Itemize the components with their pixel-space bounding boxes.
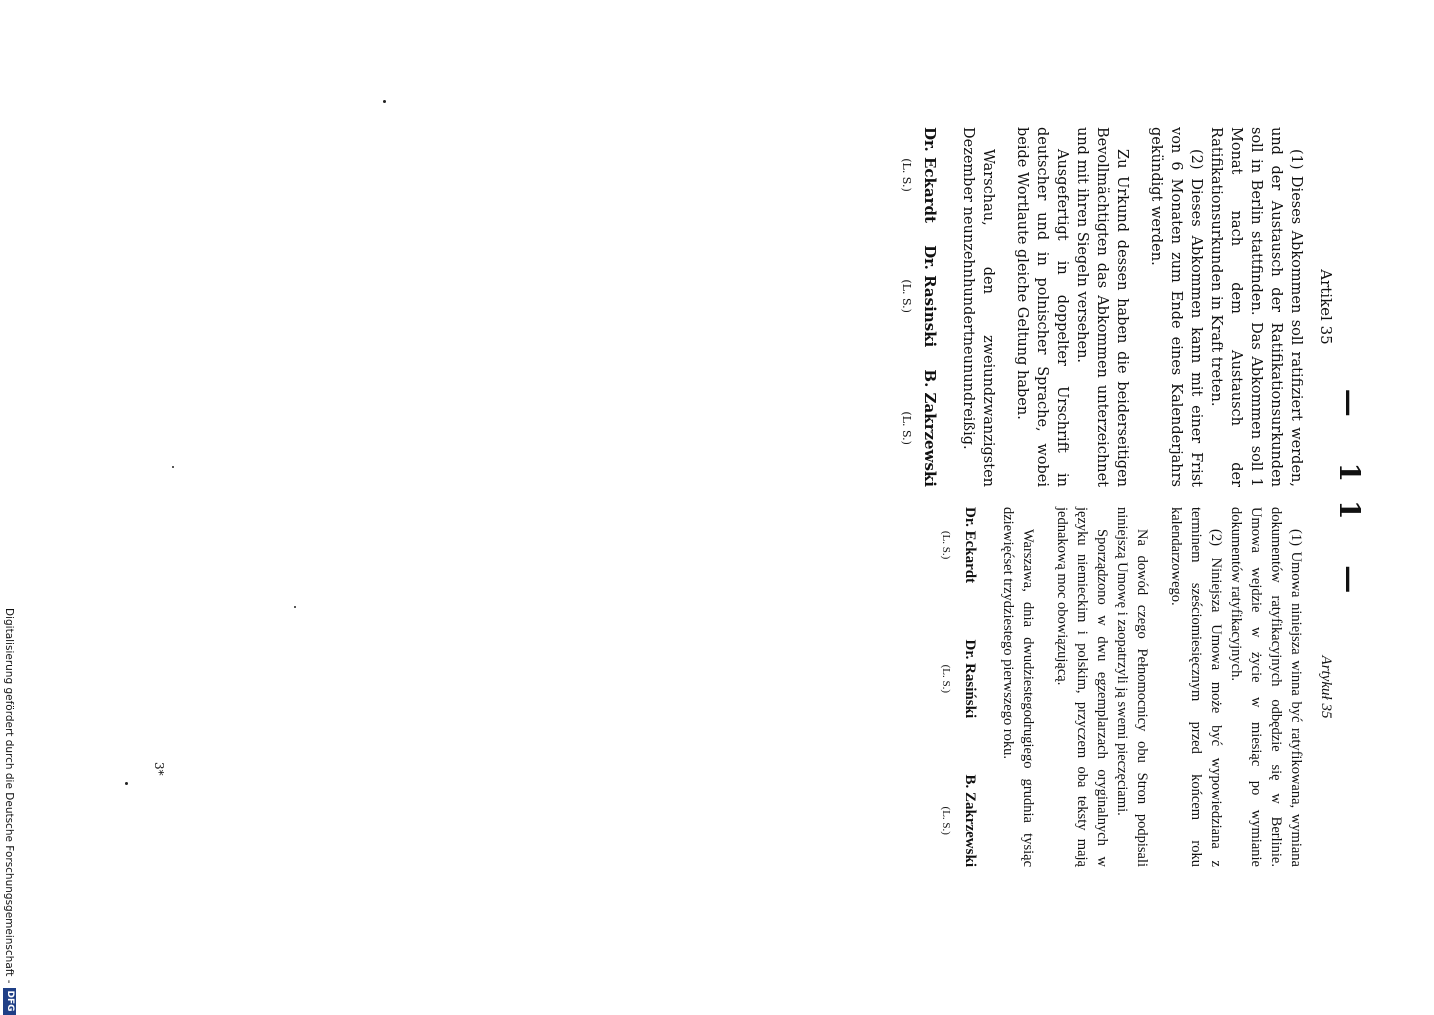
seal-mark: (L. S.) <box>900 279 913 313</box>
polish-paragraph-2: (2) Niniejsza Umowa może być wypowiedziana z terminem sześciomiesięcznym przed końcem roku kalendarzowego. <box>1168 507 1224 867</box>
german-paragraph-1: (1) Dieses Abkommen soll ratifiziert werden, und der Austausch der Ratifikationsurkunden soll in Berlin stattfinden. Das Abkommen soll 1 Monat nach dem Austausch der Ratifikationsurkunden in Kraft treten. <box>1208 127 1304 487</box>
dfg-logo: DFG <box>3 988 16 1015</box>
german-paragraph-4: Ausgefertigt in doppelter Urschrift in deutscher und in polnischer Sprache, wobei beide Wortlaute gleiche Geltung haben. <box>1014 127 1070 487</box>
polish-article-title: Artykuł 35 <box>1318 655 1334 719</box>
german-article-title: Artikel 35 <box>1317 269 1335 345</box>
german-signatures <box>896 127 940 487</box>
polish-column <box>936 507 1336 867</box>
signature-name: B. Zakrzewski <box>921 369 939 487</box>
polish-signature-3 <box>936 774 980 867</box>
german-place-date: Warschau, den zweiundzwanzigsten Dezember neunzehnhundertneunundreißig. <box>960 127 996 487</box>
german-column <box>896 127 1336 487</box>
scan-speck <box>383 100 386 103</box>
german-signature-3 <box>896 369 940 487</box>
german-signature-1 <box>896 127 940 223</box>
scan-speck <box>294 606 296 608</box>
polish-paragraph-3: Na dowód czego Pełnomocnicy obu Stron podpisali niniejszą Umowę i zaopatrzyli ją swemi pieczęciami. <box>1114 507 1150 867</box>
seal-mark: (L. S.) <box>940 664 952 694</box>
polish-paragraph-1: (1) Umowa niniejsza winna być ratyfikowana, wymiana dokumentów ratyfikacyjnych odbędzie się w Berlinie. Umowa wejdzie w życie w miesiąc po wymianie dokumentów ratyfikacyjnych. <box>1228 507 1304 867</box>
signature-name: B. Zakrzewski <box>962 774 978 867</box>
scan-speck <box>125 782 128 785</box>
signature-name: Dr. Rasinski <box>921 245 939 348</box>
polish-signature-1 <box>936 507 980 583</box>
signature-name: Dr. Eckardt <box>962 507 978 584</box>
german-paragraph-3: Zu Urkund dessen haben die beiderseitigen Bevollmächtigten das Abkommen unterzeichnet und mit ihren Siegeln versehen. <box>1074 127 1130 487</box>
footer-text: Digitalisierung gefördert durch die Deutsche Forschungsgemeinschaft - <box>3 608 16 984</box>
german-signature-2 <box>896 245 940 347</box>
signature-name: Dr. Eckardt <box>921 127 939 223</box>
polish-signatures <box>936 507 980 867</box>
sheet-mark: 3* <box>152 762 166 776</box>
scan-speck <box>172 466 174 468</box>
seal-mark: (L. S.) <box>940 530 952 560</box>
polish-signature-2 <box>936 639 980 718</box>
german-paragraph-2: (2) Dieses Abkommen kann mit einer Frist von 6 Monaten zum Ende eines Kalenderjahrs gekündigt werden. <box>1148 127 1204 487</box>
polish-place-date: Warszawa, dnia dwudziestegodrugiego grudnia tysiąc dziewięćset trzydziestego pierwszego roku. <box>1000 507 1036 867</box>
seal-mark: (L. S.) <box>900 158 913 192</box>
seal-mark: (L. S.) <box>900 411 913 445</box>
seal-mark: (L. S.) <box>940 806 952 835</box>
signature-name: Dr. Rasiński <box>962 639 978 719</box>
digitization-footer <box>3 608 16 1015</box>
page-number: — 11 — <box>1333 388 1366 612</box>
polish-paragraph-4: Sporządzono w dwu egzemplarzach oryginalnych w języku niemieckim i polskim, przyczem oba teksty mają jednakową moc obowiązującą. <box>1054 507 1110 867</box>
